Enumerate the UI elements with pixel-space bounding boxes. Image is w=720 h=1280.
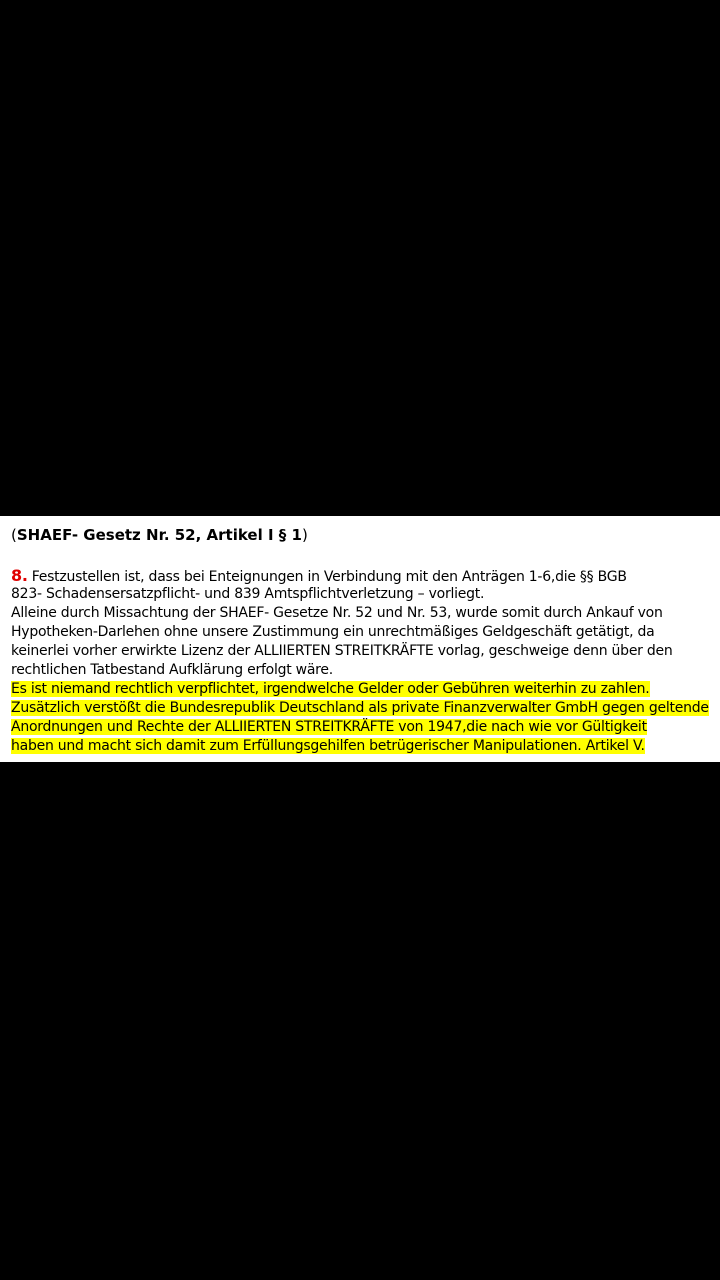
paragraph-line: 823- Schadensersatzpflicht- und 839 Amtspflichtverletzung – vorliegt. bbox=[11, 586, 485, 602]
highlighted-text: Zusätzlich verstößt die Bundesrepublik Deutschland als private Finanzverwalter GmbH gegen geltende bbox=[11, 700, 709, 716]
highlighted-text: Es ist niemand rechtlich verpflichtet, irgendwelche Gelder oder Gebühren weiterhin zu zahlen. bbox=[11, 681, 650, 697]
paragraph-line bbox=[11, 566, 716, 585]
paragraph-line: Alleine durch Missachtung der SHAEF- Gesetze Nr. 52 und Nr. 53, wurde somit durch Ankauf von bbox=[11, 605, 663, 621]
paragraph-line: rechtlichen Tatbestand Aufklärung erfolgt wäre. bbox=[11, 662, 333, 678]
document-excerpt bbox=[0, 516, 720, 762]
item-8-paragraph bbox=[11, 566, 716, 756]
heading-close-paren: ) bbox=[301, 526, 308, 544]
heading-open-paren: ( bbox=[11, 526, 17, 544]
highlighted-line bbox=[11, 680, 716, 699]
law-reference-heading bbox=[11, 526, 308, 545]
heading-title: SHAEF- Gesetz Nr. 52, Artikel I § 1 bbox=[16, 526, 302, 544]
item-number: 8. bbox=[11, 566, 28, 585]
paragraph-line: keinerlei vorher erwirkte Lizenz der ALLIIERTEN STREITKRÄFTE vorlag, geschweige denn über den bbox=[11, 643, 673, 659]
highlighted-line bbox=[11, 718, 716, 737]
highlighted-line bbox=[11, 737, 716, 756]
highlighted-text: haben und macht sich damit zum Erfüllungsgehilfen betrügerischer Manipulationen. Artikel V. bbox=[11, 738, 645, 754]
paragraph-line: Hypotheken-Darlehen ohne unsere Zustimmung ein unrechtmäßiges Geldgeschäft getätigt, da bbox=[11, 624, 655, 640]
highlighted-text: Anordnungen und Rechte der ALLIIERTEN STREITKRÄFTE von 1947,die nach wie vor Gültigkeit bbox=[11, 719, 647, 735]
highlighted-line bbox=[11, 699, 716, 718]
paragraph-line-text: Festzustellen ist, dass bei Enteignungen in Verbindung mit den Anträgen 1-6,die §§ BGB bbox=[31, 569, 627, 585]
